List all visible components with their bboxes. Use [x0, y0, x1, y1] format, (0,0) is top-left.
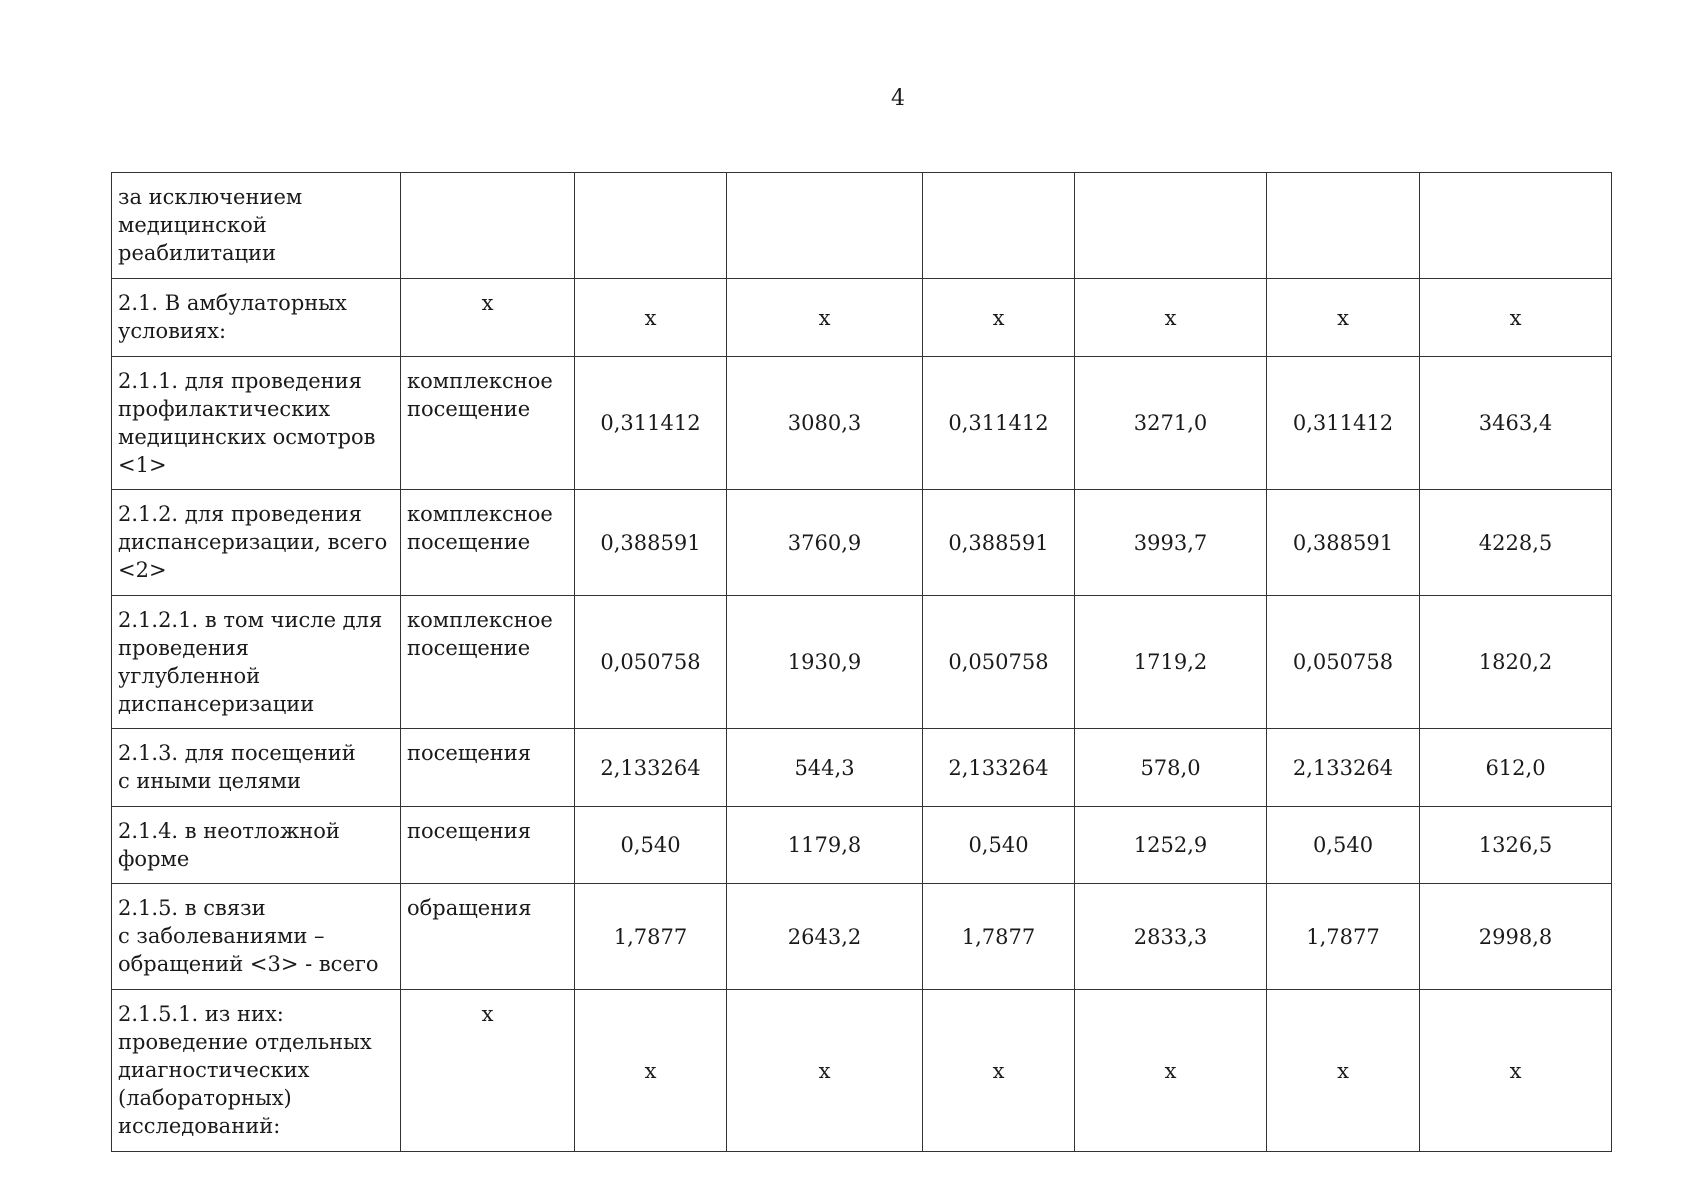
cell-value: х — [818, 1058, 831, 1083]
row-name-cell — [112, 990, 401, 1152]
value-cell — [1420, 990, 1612, 1152]
value-cell — [1075, 357, 1267, 490]
value-cell — [1267, 173, 1420, 279]
cell-value: 3993,7 — [1133, 530, 1208, 555]
row-name: за исключением медицинской реабилитации — [118, 185, 303, 265]
value-cell — [1267, 490, 1420, 596]
value-cell — [923, 490, 1075, 596]
value-cell — [923, 173, 1075, 279]
cell-value: 3463,4 — [1478, 411, 1553, 435]
value-cell — [923, 596, 1075, 729]
table-row — [112, 884, 1612, 990]
unit-cell — [401, 596, 575, 729]
value-cell — [923, 357, 1075, 490]
value-cell — [923, 279, 1075, 357]
table-row — [112, 807, 1612, 884]
value-cell — [727, 490, 923, 596]
unit-of-measure: посещения — [407, 819, 532, 843]
cell-value: 2998,8 — [1478, 924, 1553, 949]
row-name-cell — [112, 807, 401, 884]
cell-value: 2833,3 — [1133, 924, 1208, 949]
unit-of-measure: х — [481, 1002, 494, 1026]
value-cell — [1075, 173, 1267, 279]
row-name-cell — [112, 357, 401, 490]
cell-value: 0,388591 — [600, 530, 701, 555]
value-cell — [1075, 729, 1267, 807]
cell-value: 1820,2 — [1478, 650, 1553, 674]
cell-value: 0,540 — [968, 833, 1029, 857]
table-body — [112, 173, 1612, 1152]
value-cell — [727, 279, 923, 357]
cell-value: 0,388591 — [948, 530, 1049, 555]
value-cell — [575, 279, 727, 357]
cell-value: х — [1337, 1058, 1349, 1083]
cell-value: х — [1164, 1058, 1177, 1083]
cell-value: 0,540 — [1312, 833, 1374, 857]
value-cell — [1420, 729, 1612, 807]
unit-of-measure: посещения — [407, 741, 532, 765]
unit-cell — [401, 884, 575, 990]
unit-of-measure: обращения — [407, 896, 532, 920]
value-cell — [923, 884, 1075, 990]
cell-value: 0,311412 — [600, 411, 701, 435]
cell-value: х — [1337, 305, 1349, 330]
cell-value: 612,0 — [1485, 755, 1546, 780]
cell-value: 4228,5 — [1478, 530, 1553, 555]
cell-value: 0,388591 — [1292, 530, 1394, 555]
unit-of-measure: комплексное посещение — [407, 608, 553, 660]
value-cell — [575, 490, 727, 596]
table-row — [112, 490, 1612, 596]
value-cell — [727, 596, 923, 729]
cell-value: 544,3 — [794, 755, 855, 780]
cell-value: 2,133264 — [600, 755, 701, 780]
unit-of-measure: комплексное посещение — [407, 502, 553, 554]
cell-value: 1930,9 — [787, 650, 862, 674]
value-cell — [727, 357, 923, 490]
table-row — [112, 729, 1612, 807]
value-cell — [575, 357, 727, 490]
value-cell — [1075, 884, 1267, 990]
cell-value: 3760,9 — [787, 530, 862, 555]
row-name-cell — [112, 884, 401, 990]
value-cell — [575, 596, 727, 729]
cell-value: 2,133264 — [948, 755, 1049, 780]
unit-cell — [401, 357, 575, 490]
value-cell — [1420, 173, 1612, 279]
value-cell — [1075, 279, 1267, 357]
cell-value: 0,050758 — [600, 650, 701, 674]
unit-cell — [401, 729, 575, 807]
value-cell — [1420, 884, 1612, 990]
value-cell — [727, 990, 923, 1152]
row-name-cell — [112, 490, 401, 596]
table-row — [112, 173, 1612, 279]
value-cell — [1267, 807, 1420, 884]
value-cell — [1267, 596, 1420, 729]
cell-value: х — [1509, 1058, 1522, 1083]
unit-of-measure: х — [481, 291, 494, 315]
unit-cell — [401, 807, 575, 884]
value-cell — [727, 729, 923, 807]
value-cell — [1267, 884, 1420, 990]
value-cell — [575, 173, 727, 279]
cell-value: 2643,2 — [787, 924, 862, 949]
value-cell — [1075, 807, 1267, 884]
row-name-cell — [112, 729, 401, 807]
unit-cell — [401, 490, 575, 596]
row-name: 2.1. В амбулаторных условиях: — [118, 291, 347, 343]
cell-value: х — [1509, 305, 1522, 330]
row-name: 2.1.5. в связи с заболеваниями – обращений <3> - всего — [118, 896, 379, 976]
row-name: 2.1.5.1. из них: проведение отдельных диагностических (лабораторных) исследований: — [118, 1002, 372, 1138]
unit-cell — [401, 173, 575, 279]
value-cell — [727, 173, 923, 279]
cell-value: 578,0 — [1140, 755, 1201, 780]
cell-value: 0,050758 — [948, 650, 1049, 674]
row-name: 2.1.4. в неотложной форме — [118, 819, 340, 871]
row-name-cell — [112, 173, 401, 279]
cell-value: 1252,9 — [1133, 833, 1208, 857]
cell-value: х — [992, 1058, 1005, 1083]
value-cell — [1075, 490, 1267, 596]
page-number: 4 — [891, 86, 905, 111]
value-cell — [575, 884, 727, 990]
value-cell — [1420, 279, 1612, 357]
row-name-cell — [112, 596, 401, 729]
value-cell — [923, 990, 1075, 1152]
row-name-cell — [112, 279, 401, 357]
row-name: 2.1.3. для посещений с иными целями — [118, 741, 356, 793]
value-cell — [1267, 729, 1420, 807]
unit-cell — [401, 279, 575, 357]
value-cell — [1420, 807, 1612, 884]
cell-value: 1,7877 — [613, 924, 688, 949]
cell-value: х — [1164, 305, 1177, 330]
value-cell — [1420, 357, 1612, 490]
cell-value: 0,311412 — [948, 411, 1049, 435]
cell-value: х — [644, 1058, 657, 1083]
cell-value: 0,050758 — [1292, 650, 1394, 674]
value-cell — [923, 807, 1075, 884]
value-cell — [1267, 279, 1420, 357]
row-name: 2.1.2.1. в том числе для проведения углубленной диспансеризации — [118, 608, 383, 716]
value-cell — [1420, 490, 1612, 596]
value-cell — [1075, 990, 1267, 1152]
cell-value: 3271,0 — [1133, 411, 1208, 435]
cell-value: 2,133264 — [1292, 755, 1394, 780]
cell-value: 1326,5 — [1478, 833, 1553, 857]
cell-value: 1,7877 — [1306, 924, 1380, 949]
value-cell — [1267, 357, 1420, 490]
value-cell — [1075, 596, 1267, 729]
cell-value: 0,540 — [620, 833, 681, 857]
cell-value: 1719,2 — [1133, 650, 1208, 674]
table-row — [112, 279, 1612, 357]
value-cell — [575, 807, 727, 884]
cell-value: 3080,3 — [787, 411, 862, 435]
table-row — [112, 596, 1612, 729]
unit-of-measure: комплексное посещение — [407, 369, 553, 421]
table-row — [112, 990, 1612, 1152]
value-cell — [575, 729, 727, 807]
table-row — [112, 357, 1612, 490]
cell-value: х — [818, 305, 831, 330]
indicators-table — [111, 172, 1612, 1152]
cell-value: 1179,8 — [787, 833, 862, 857]
unit-cell — [401, 990, 575, 1152]
value-cell — [1420, 596, 1612, 729]
cell-value: 0,311412 — [1292, 411, 1394, 435]
cell-value: 1,7877 — [961, 924, 1036, 949]
cell-value: х — [644, 305, 657, 330]
value-cell — [727, 884, 923, 990]
value-cell — [1267, 990, 1420, 1152]
value-cell — [727, 807, 923, 884]
row-name: 2.1.2. для проведения диспансеризации, всего <2> — [118, 502, 388, 582]
value-cell — [575, 990, 727, 1152]
value-cell — [923, 729, 1075, 807]
row-name: 2.1.1. для проведения профилактических медицинских осмотров <1> — [118, 369, 376, 477]
cell-value: х — [992, 305, 1005, 330]
